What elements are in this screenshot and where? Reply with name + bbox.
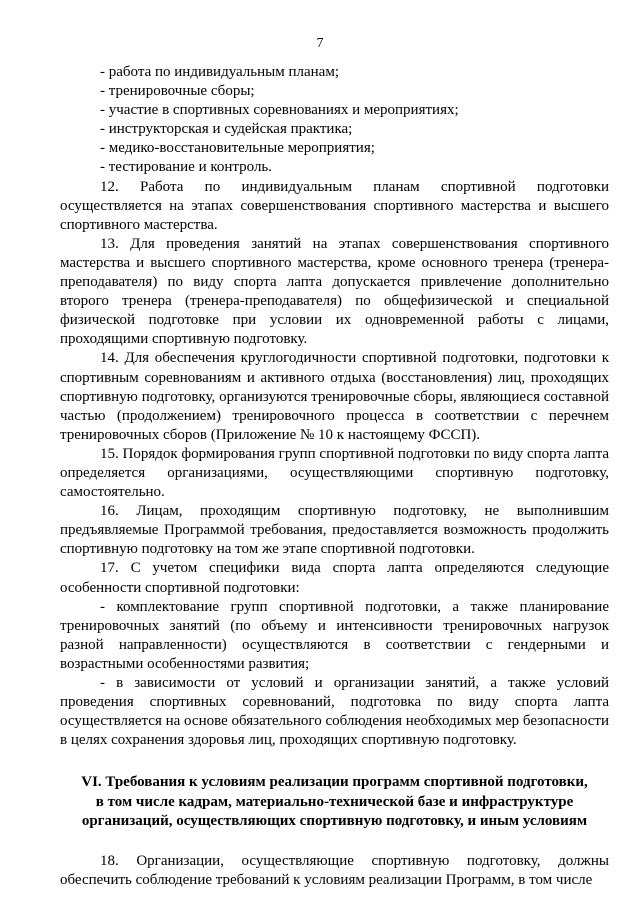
paragraph-15: 15. Порядок формирования групп спортивной подготовки по виду спорта лапта определяется организациями, осуществляющими спортивную подготовку, самостоятельно. [60, 445, 609, 501]
list-item: - участие в спортивных соревнованиях и мероприятиях; [100, 102, 459, 119]
section-heading-line: VI. Требования к условиям реализации программ спортивной подготовки, [81, 774, 588, 791]
document-body [60, 63, 609, 890]
bullet-paragraph: - комплектование групп спортивной подготовки, а также планирование тренировочных занятий (по объему и интенсивности тренировочных нагрузок разной направленности) осуществляются в соответствии с гендерными и возрастными особенностями развития; [60, 598, 609, 672]
list-item: - работа по индивидуальным планам; [100, 64, 339, 80]
list-item: - тестирование и контроль. [100, 159, 273, 176]
section-heading-line: организаций, осуществляющих спортивную подготовку, и иным условиям [81, 812, 588, 829]
list-item: - инструкторская и судейская практика; [100, 121, 353, 138]
paragraph-16: 16. Лицам, проходящим спортивную подготовку, не выполнившим предъявляемые Программой требования, предоставляется возможность продолжить спортивную подготовку на том же этапе спортивной подготовки. [60, 503, 609, 558]
list-item: - тренировочные сборы; [100, 83, 255, 100]
section-heading-line: в том числе кадрам, материально-технической базе и инфраструктуре [95, 793, 574, 810]
list-item: - медико-восстановительные мероприятия; [100, 140, 375, 157]
page-number: 7 [316, 35, 324, 50]
paragraph-14: 14. Для обеспечения круглогодичности спортивной подготовки, подготовки к спортивным соревнованиям и активного отдыха (восстановления) лиц, проходящих спортивную подготовку, организуются тренировочные сборы, являющиеся составной частью (продолжением) тренировочного процесса в соответствии с перечнем тренировочных сборов (Приложение № 10 к настоящему ФССП). [60, 350, 609, 443]
paragraph-12: 12. Работа по индивидуальным планам спортивной подготовки осуществляется на этапах совершенствования спортивного мастерства и высшего спортивного мастерства. [60, 178, 609, 233]
section-heading [60, 773, 609, 831]
paragraph-17: 17. С учетом специфики вида спорта лапта определяются следующие особенности спортивной подготовки: [60, 560, 609, 596]
paragraph-13: 13. Для проведения занятий на этапах совершенствования спортивного мастерства и высшего спортивного мастерства, кроме основного тренера (тренера-преподавателя) по виду спорта лапта допускается привлечение дополнительно второго тренера (тренера-преподавателя) по общефизической и специальной физической подготовке при условии их одновременной работы с лицами, проходящими спортивную подготовку. [60, 235, 609, 348]
paragraph-18: 18. Организации, осуществляющие спортивную подготовку, должны обеспечить соблюдение требований к условиям реализации Программ, в том числе [60, 852, 609, 889]
bullet-paragraph: - в зависимости от условий и организации занятий, а также условий проведения спортивных соревнований, подготовка по виду спорта лапта осуществляется на основе обязательного соблюдения необходимых мер безопасности в целях сохранения здоровья лиц, проходящих спортивную подготовку. [60, 675, 610, 749]
